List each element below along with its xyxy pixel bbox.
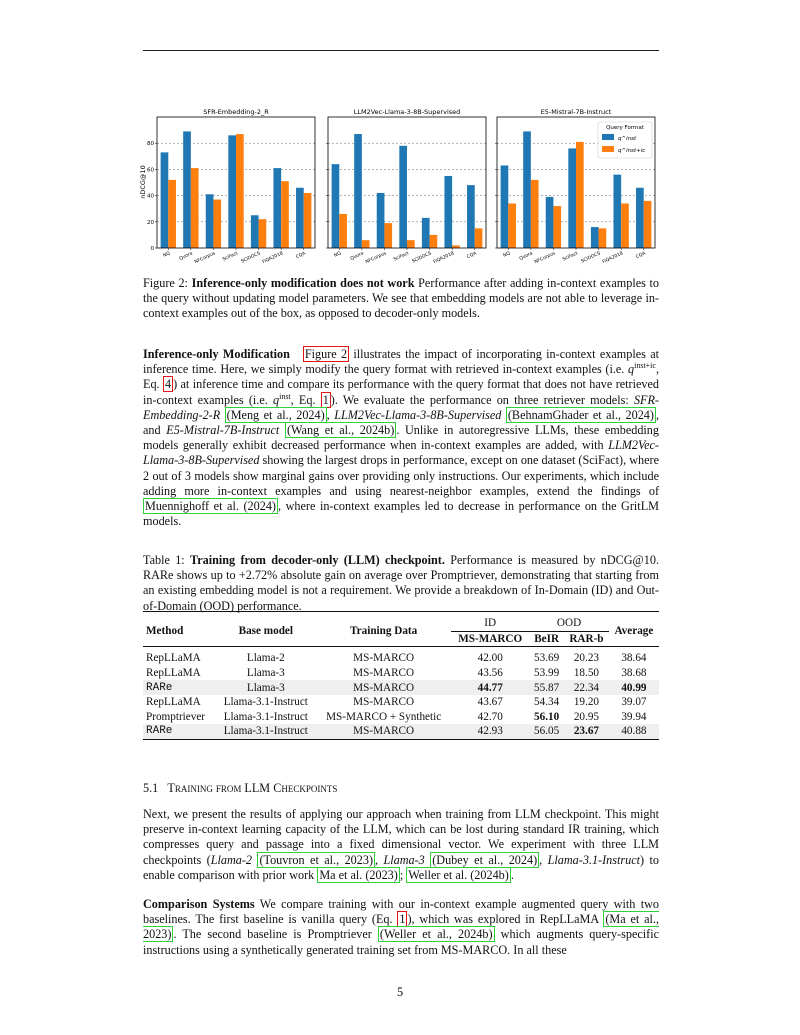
figure-caption [143,276,659,322]
model-name: LLM2Vec-Llama-3-8B-Supervised [143,438,659,468]
table-caption [143,553,659,614]
legend-swatch-q-inst-ic [602,146,614,152]
legend-label-q-inst: q^inst [618,136,637,142]
bar-q-inst [523,131,531,248]
y-axis-label: nDCG@10 [139,165,147,199]
text: We compare training with our in-context example augmented query with two baselines. The first baseline is vanilla query (Eq. [143,897,659,927]
math-q: q [628,362,635,377]
x-tick-label: FiQA2018 [261,251,284,266]
legend-title: Query Format [606,125,644,131]
section-number: 5.1 [143,781,159,795]
bar-q-inst [399,146,407,248]
table-row [143,647,659,666]
model-name: Llama-3 [383,852,425,867]
header-training-data: Training Data [350,625,418,638]
table-cell: 20.23 [564,647,609,666]
bar-q-inst-ic [362,240,370,248]
figure-2-charts [138,104,663,266]
bar-q-inst-ic [531,180,539,248]
citation-link[interactable]: (Wang et al., 2024b) [286,423,395,438]
bar-q-inst-ic [339,214,347,248]
bar-q-inst [613,175,621,248]
model-name: SFR-Embedding-2-R [143,392,659,422]
figure-title: Inference-only modification does not work [191,276,415,290]
model-name: Llama-2 [210,852,253,867]
eq-4-link[interactable]: 4 [164,377,172,392]
bar-q-inst-ic [259,219,267,248]
text: , [326,407,335,422]
table-cell: 20.95 [573,710,599,723]
x-tick-label: SciFact [222,251,239,263]
x-tick-label: NFCorpus [365,251,388,266]
bar-q-inst [546,197,554,248]
table-cell: 38.64 [609,647,659,666]
header-id: ID [451,612,529,632]
cell-method: Promptriever [146,710,206,723]
bar-q-inst [206,194,214,248]
legend-swatch-q-inst [602,134,614,140]
x-tick-label: SCIDOCS [580,251,602,265]
table-cell: 56.10 [534,710,560,723]
x-tick-label: CQA [295,251,307,261]
y-tick-label: 20 [147,219,154,226]
table-caption-text: Performance is measured by nDCG@10. RARe shows up to +2.72% absolute gain on average over Promptriever, demonstrating that starting from an existing embedding model is not a requirement. We provide a breakdown of In-Domain (ID) and Out-of-Domain (OOD) performance. [143,553,660,613]
bar-q-inst-ic [213,200,221,248]
page-number: 5 [396,985,404,999]
text: which augments query-specific instructions using a synthetically generated training set from MS-MARCO. In all these [143,927,660,957]
header-beir: BeIR [534,632,560,645]
math-sup: inst+ic [634,361,656,371]
section-heading [143,781,337,796]
table-cell: 55.87 [529,680,564,695]
bar-q-inst [501,165,509,248]
text: , and [143,407,659,438]
cell-method: RepLLaMA [146,667,201,680]
x-tick-label: SCIDOCS [240,251,262,265]
table-cell: 42.93 [451,724,529,739]
table-label: Table 1: [143,553,185,567]
table-header-row [143,612,659,632]
bar-q-inst-ic [644,201,652,248]
table-cell: 42.00 [451,647,529,666]
math-q: q [273,392,280,407]
table-cell: Llama-2 [216,647,317,666]
paragraph-heading: Inference-only Modification [143,347,290,361]
y-tick-label: 40 [147,193,154,200]
bar-q-inst-ic [407,240,415,248]
cell-method: RepLLaMA [146,696,201,709]
table-cell: Llama-3 [216,680,317,695]
bar-q-inst-ic [599,228,607,248]
bar-q-inst [332,164,340,248]
bar-q-inst [422,218,430,248]
table-cell: 43.67 [477,696,503,709]
citation-link[interactable]: (Dubey et al., 2024) [432,852,538,867]
table-cell: 44.77 [451,680,529,695]
bar-q-inst-ic [304,193,312,248]
figure-2-link[interactable]: Figure 2 [304,347,348,361]
table-row [143,710,659,725]
results-table [143,611,659,740]
text: . [510,867,514,882]
bar-q-inst [568,148,576,248]
table-cell: MS-MARCO [353,696,415,709]
x-tick-label: CQA [635,251,647,261]
bar-q-inst [296,188,304,248]
text: ). We evaluate the performance on three retriever models: [330,392,634,407]
citation-link[interactable]: (BehnamGhader et al., 2024) [507,407,654,422]
bar-q-inst-ic [621,203,629,248]
x-tick-label: Quora [518,251,534,262]
chart-title: LLM2Vec-Llama-3-8B-Supervised [353,108,461,116]
bar-q-inst [467,185,475,248]
bar-q-inst [228,135,236,248]
text: Next, we present the results of applying our approach when training from LLM checkpoint. This might preserve in-context learning capacity of the LLM, which can be lost during standard IR training, which compresses query and passage into a fixed dimensional vector. We experiment with three LLM checkpoints ( [143,807,659,867]
bar-q-inst [354,134,362,248]
paragraph-llm-checkpoints [143,807,659,883]
bar-q-inst-ic [281,181,289,248]
bar-q-inst-ic [430,235,438,248]
model-name: E5-Mistral-7B-Instruct [166,423,280,438]
x-tick-label: NFCorpus [194,251,217,266]
text: ), which was explored in RepLLaMA [407,912,604,927]
bar-q-inst [183,131,191,248]
text: , [375,852,384,867]
x-tick-label: FiQA2018 [432,251,455,266]
paragraph-inference-only [143,347,659,529]
table-row [143,680,659,695]
text: illustrates the impact of incorporating in-context examples at inference time. Here, we simply modify the query format with retrieved in-context examples (i.e. [143,347,660,377]
table-cell: 19.20 [573,696,599,709]
bar-q-inst-ic [191,168,199,248]
table-cell: MS-MARCO [316,680,451,695]
bar-q-inst-ic [576,142,584,248]
x-tick-label: SciFact [393,251,410,263]
bar-q-inst [636,188,644,248]
table-cell: 56.05 [529,724,564,739]
y-tick-label: 80 [147,141,154,148]
model-name: LLM2Vec-Llama-3-8B-Supervised [334,407,502,422]
x-tick-label: Quora [178,251,194,262]
header-method: Method [146,625,184,638]
bar-q-inst [591,227,599,248]
text: , Eq. [143,362,659,392]
bar-q-inst-ic [475,228,483,248]
text: , [539,852,548,867]
figure-caption-text: Performance after adding in-context examples to the query without updating model parameters. We see that embedding models are not able to leverage in-context examples out of the box, as opposed to decoder-only models. [143,276,660,321]
header-base-model: Base model [238,625,294,638]
eq-1-link[interactable]: 1 [399,912,406,927]
chart-title: E5-Mistral-7B-Instruct [540,108,612,116]
header-ood: OOD [529,612,609,632]
x-tick-label: FiQA2018 [601,251,624,266]
eq-1-link[interactable]: 1 [322,392,329,407]
chart-title: SFR-Embedding-2_R [203,108,269,116]
table-cell: 43.56 [477,667,503,680]
table-cell: 38.68 [621,667,647,680]
bar-q-inst-ic [384,223,392,248]
table-cell: Llama-3 [246,667,285,680]
table-cell: 23.67 [564,724,609,739]
x-tick-label: Quora [349,251,365,262]
table-cell: Llama-3.1-Instruct [223,710,308,723]
table-row [143,695,659,710]
bar-q-inst-ic [553,206,561,248]
citation-link[interactable]: (Ma et al., 2023) [143,912,660,942]
table-cell: MS-MARCO [316,647,451,666]
text: . Unlike in autoregressive LLMs, these embedding models generally exhibit decreased performance when in-context examples are added, with [143,423,659,453]
cell-method: RepLLaMA [143,647,216,666]
table-cell: 18.50 [573,667,599,680]
text: , where in-context examples led to decrease in performance on the GritLM models. [143,499,659,529]
text: showing the largest drops in performance, except on one dataset (SciFact), where 2 out of 3 models show marginal gains over providing only instructions. Our experiments, which include adding more in-context examples and using nearest-neighbor examples, extend the findings of [143,453,659,498]
table-cell: 40.88 [609,724,659,739]
table-row [143,724,659,739]
text: ) at inference time and compare its performance with the query format that does not have retrieved in-context examples (i.e. [143,377,660,407]
table-cell: 39.94 [621,710,647,723]
x-tick-label: NQ [333,251,343,259]
math-sup: inst [279,391,291,401]
table-cell: 22.34 [564,680,609,695]
text: . The second baseline is Promptriever [173,927,378,942]
table-row [143,666,659,681]
bar-q-inst [444,176,452,248]
citation-link[interactable]: (Weller et al., 2024b) [379,927,493,942]
table-cell: MS-MARCO [353,667,415,680]
text: , Eq. [290,392,321,407]
bar-q-inst [251,215,259,248]
table-cell: MS-MARCO [316,724,451,739]
table-cell: 39.07 [621,696,647,709]
bar-q-inst [377,193,385,248]
paragraph-heading: Comparison Systems [143,897,255,911]
y-tick-label: 60 [147,167,154,174]
bar-q-inst [273,168,281,248]
citation-link[interactable]: (Touvron et al., 2023) [259,852,373,867]
paragraph-comparison-systems [143,897,659,958]
text: ; [399,867,407,882]
x-tick-label: CQA [466,251,478,261]
table-cell: 53.99 [534,667,560,680]
bar-q-inst-ic [236,134,244,248]
y-tick-label: 0 [150,246,154,252]
citation-link[interactable]: (Meng et al., 2024) [226,407,325,422]
section-title: Training from LLM Checkpoints [167,781,338,795]
figure-label: Figure 2: [143,276,188,290]
cell-method: RARe [143,724,216,739]
model-name: Llama-3.1-Instruct [547,852,641,867]
cell-method: RARe [143,680,216,695]
bar-q-inst [161,152,169,248]
citation-link[interactable]: Ma et al. (2023) [319,867,398,882]
text: ) to enable comparison with prior work [143,852,659,882]
table-cell: 54.34 [534,696,560,709]
x-tick-label: NFCorpus [534,251,557,266]
header-rule [143,50,659,51]
x-tick-label: SciFact [562,251,579,263]
table-cell: 42.70 [477,710,503,723]
citation-link[interactable]: Weller et al. (2024b) [408,867,509,882]
bar-q-inst-ic [508,203,516,248]
table-cell: Llama-3.1-Instruct [223,696,308,709]
table-cell: 40.99 [609,680,659,695]
legend-label-q-inst-ic: q^inst+ic [618,148,646,154]
bar-q-inst-ic [168,180,176,248]
header-msmarco: MS-MARCO [458,632,523,645]
table-cell: Llama-3.1-Instruct [216,724,317,739]
table-cell: 53.69 [529,647,564,666]
x-tick-label: NQ [162,251,172,259]
table-cell: MS-MARCO + Synthetic [326,710,442,723]
citation-link[interactable]: Muennighoff et al. (2024) [145,499,276,514]
x-tick-label: SCIDOCS [411,251,433,265]
x-tick-label: NQ [502,251,512,259]
header-rarb: RAR-b [569,632,604,645]
header-average: Average [614,625,654,638]
table-title: Training from decoder-only (LLM) checkpoint. [190,553,445,567]
